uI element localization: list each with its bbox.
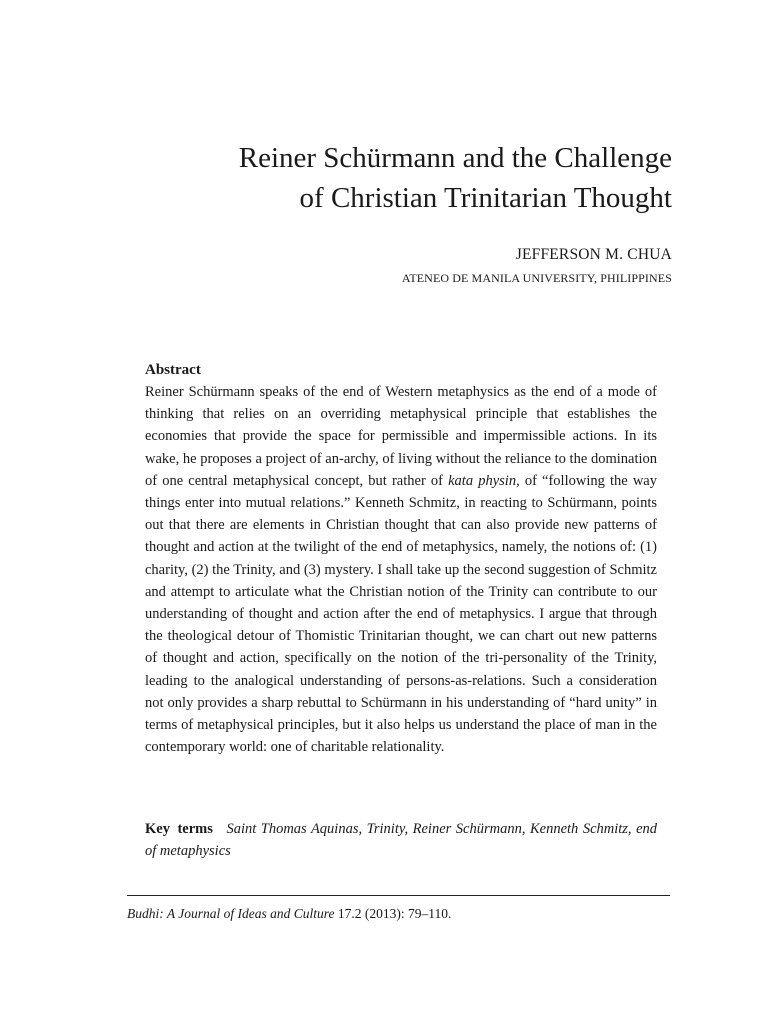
abstract-heading: Abstract — [145, 362, 201, 378]
author-affiliation: ATENEO DE MANILA UNIVERSITY, PHILIPPINES — [401, 271, 672, 285]
key-terms-label: Key terms — [145, 821, 213, 837]
journal-citation — [127, 905, 451, 923]
abstract-section — [145, 359, 657, 758]
citation-details: 17.2 (2013): 79–110. — [334, 906, 452, 921]
article-title — [112, 138, 672, 218]
title-line-1: Reiner Schürmann and the Challenge — [238, 142, 672, 174]
abstract-text-part-2: , of “following the way things enter into mutual relations.” Kenneth Schmitz, in reacting to Schürmann, points out that there are elements in Christian thought that can also provide new patterns of thought and action at the twilight of the end of metaphysics, namely, the notions of: (1) charity, (2) the Trinity, and (3) mystery. I shall take up the second suggestion of Schmitz and attempt to articulate what the Christian notion of the Trinity can contribute to our understanding of thought and action after the end of metaphysics. I argue that through the theological detour of Thomistic Trinitarian thought, we can chart out new patterns of thought and action, specifically on the notion of the tri-personality of the Trinity, leading to the analogical understanding of persons-as-relations. Such a consideration not only provides a sharp rebuttal to Schürmann in his understanding of “hard unity” in terms of metaphysical principles, but it also helps us understand the place of man in the contemporary world: one of charitable relationality. — [145, 472, 657, 756]
abstract-text-part-1: Reiner Schürmann speaks of the end of Western metaphysics as the end of a mode of thinking that relies on an overriding metaphysical principle that establishes the economies that provide the space for permissible and impermissible actions. In its wake, he proposes a project of an-archy, of living without the reliance to the domination of one central metaphysical concept, but rather of — [145, 384, 657, 489]
title-line-2: of Christian Trinitarian Thought — [299, 182, 672, 214]
key-terms — [145, 818, 657, 862]
author-name: JEFFERSON M. CHUA — [515, 246, 672, 263]
key-terms-list: Saint Thomas Aquinas, Trinity, Reiner Schürmann, Kenneth Schmitz, end of metaphysics — [145, 821, 658, 860]
footer-divider — [127, 895, 670, 896]
abstract-body — [145, 381, 657, 758]
journal-name: Budhi: A Journal of Ideas and Culture — [127, 906, 335, 921]
abstract-italic-phrase: kata physin — [448, 472, 517, 489]
